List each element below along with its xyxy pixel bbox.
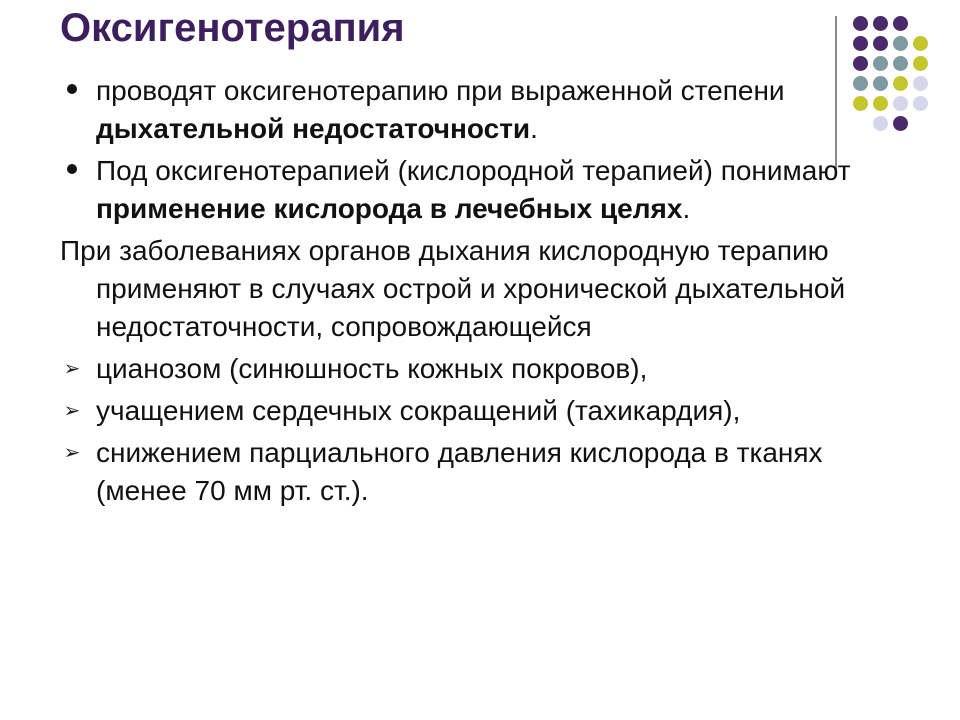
slide-title: Оксигенотерапия xyxy=(60,6,405,50)
bold-text-run: применение кислорода в лечебных целях xyxy=(96,193,683,224)
bold-text-run: дыхательной недостаточности xyxy=(96,113,531,144)
arrow-bullet-icon: ➢ xyxy=(63,400,81,422)
arrow-list-item xyxy=(60,434,860,510)
decorative-dot xyxy=(873,16,888,31)
arrow-list-item xyxy=(60,350,860,388)
decorative-dot xyxy=(913,76,928,91)
decorative-dot xyxy=(913,36,928,51)
arrow-item-text: учащением сердечных сокращений (тахикардия), xyxy=(96,395,741,426)
text-run: Под оксигенотерапией (кислородной терапией) понимают xyxy=(96,155,851,186)
decorative-dot xyxy=(873,116,888,131)
decorative-dot xyxy=(873,96,888,111)
bullet-dot-icon xyxy=(60,152,84,190)
decorative-dot xyxy=(913,56,928,71)
bullet-text xyxy=(96,75,785,144)
arrow-list-item xyxy=(60,392,860,430)
bullet-dot-icon xyxy=(60,72,84,110)
arrow-item-text: снижением парциального давления кислорода в тканях (менее 70 мм рт. ст.). xyxy=(96,437,823,506)
decorative-dot xyxy=(913,96,928,111)
decorative-dot xyxy=(873,56,888,71)
arrow-item-text: цианозом (синюшность кожных покровов), xyxy=(96,353,648,384)
decorative-dot xyxy=(893,56,908,71)
text-run: . xyxy=(682,193,691,224)
arrow-bullet-icon: ➢ xyxy=(63,442,81,464)
decorative-dot xyxy=(853,56,868,71)
decorative-dot xyxy=(893,16,908,31)
decorative-dot xyxy=(893,76,908,91)
arrow-bullet-icon: ➢ xyxy=(63,358,81,380)
decorative-dot xyxy=(873,76,888,91)
decorative-dot xyxy=(873,36,888,51)
slide-body xyxy=(60,72,860,514)
decorative-dot xyxy=(853,16,868,31)
text-run: . xyxy=(530,113,538,144)
bullet-text xyxy=(96,155,851,224)
bullet-item xyxy=(60,152,860,228)
decorative-dot xyxy=(893,116,908,131)
bullet-item xyxy=(60,72,860,148)
body-paragraph: При заболеваниях органов дыхания кислородную терапию применяют в случаях острой и хронической дыхательной недостаточности, сопровождающейся xyxy=(60,235,846,342)
text-run: проводят оксигенотерапию при выраженной степени xyxy=(96,75,785,106)
decorative-dot xyxy=(893,36,908,51)
decorative-dot xyxy=(893,96,908,111)
decorative-dot-grid xyxy=(853,16,943,166)
decorative-dot xyxy=(853,36,868,51)
